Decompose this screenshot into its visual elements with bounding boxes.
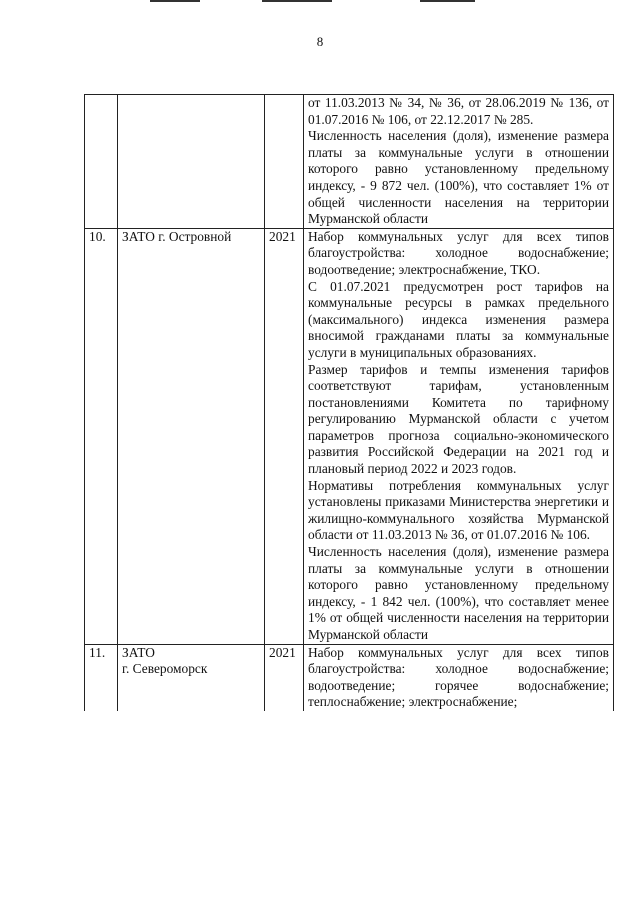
description-paragraph: от 11.03.2013 № 34, № 36, от 28.06.2019 № 136, от 01.07.2016 № 106, от 22.12.2017 № 285. — [308, 95, 609, 127]
table-row — [85, 644, 614, 711]
description-paragraph: Нормативы потребления коммунальных услуг установлены приказами Министерства энергетики и жилищно-коммунального хозяйства Мурманской области от 11.03.2013 № 36, от 01.07.2016 № 106. — [308, 477, 609, 543]
row-number-cell — [85, 95, 118, 229]
description-cell — [304, 95, 614, 229]
description-paragraph: Численность населения (доля), изменение размера платы за коммунальные услуги в отношении которого равно установленному предельному индексу, - 9 872 чел. (100%), что составляет 1% от общей численности населения на территории Мурманской области — [308, 128, 609, 227]
description-paragraph: С 01.07.2021 предусмотрен рост тарифов на коммунальные ресурсы в рамках предельного (максимального) индекса изменения размера вносимой гражданами платы за коммунальные услуги в муниципальных образованиях. — [308, 278, 609, 360]
description-paragraph: Набор коммунальных услуг для всех типов благоустройства: холодное водоснабжение; водоотведение; горячее водоснабжение; теплоснабжение; электроснабжение; — [308, 644, 609, 710]
municipality-name-cell — [118, 95, 265, 229]
year-cell — [265, 95, 304, 229]
table-row — [85, 95, 614, 229]
row-number-cell: 10. — [85, 228, 118, 644]
page-number: 8 — [316, 34, 324, 49]
top-edge-marks — [0, 0, 640, 6]
description-paragraph: Набор коммунальных услуг для всех типов благоустройства: холодное водоснабжение; водоотведение; электроснабжение, ТКО. — [308, 228, 609, 277]
tariff-table — [84, 94, 614, 711]
row-number-cell: 11. — [85, 644, 118, 711]
description-cell — [304, 644, 614, 711]
description-cell — [304, 228, 614, 644]
year-cell: 2021 — [265, 644, 304, 711]
description-paragraph: Размер тарифов и темпы изменения тарифов соответствуют тарифам, установленным постановлениями Комитета по тарифному регулированию Мурманской области с учетом параметров прогноза социально-экономического развития Российской Федерации на 2021 год и плановый период 2022 и 2023 годов. — [308, 361, 609, 477]
municipality-name-cell: ЗАТО г. Североморск — [118, 644, 265, 711]
tariff-table-body — [85, 95, 614, 711]
municipality-name-cell: ЗАТО г. Островной — [118, 228, 265, 644]
year-cell: 2021 — [265, 228, 304, 644]
table-row — [85, 228, 614, 644]
description-paragraph: Численность населения (доля), изменение размера платы за коммунальные услуги в отношении которого равно установленному предельному индексу, - 1 842 чел. (100%), что составляет менее 1% от общей численности населения на территории Мурманской области — [308, 544, 609, 642]
